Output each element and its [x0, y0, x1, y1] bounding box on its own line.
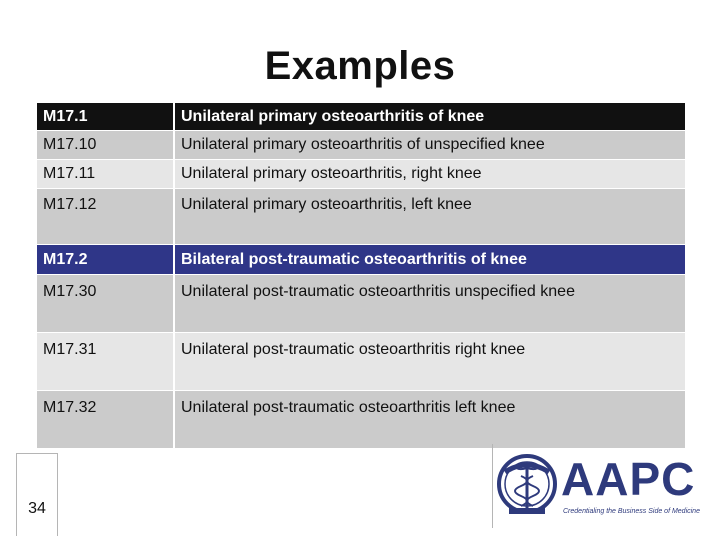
row-description: Unilateral post-traumatic osteoarthritis left knee	[174, 391, 685, 449]
page-number-box	[16, 453, 58, 536]
row-code: M17.10	[37, 131, 174, 160]
row-code: M17.31	[37, 333, 174, 391]
table-row	[37, 160, 685, 189]
caduceus-seal-icon	[495, 450, 559, 520]
row-code: M17.11	[37, 160, 174, 189]
primary-oa-table	[37, 103, 685, 245]
post-traumatic-oa-table	[37, 245, 685, 449]
header-description: Bilateral post-traumatic osteoarthritis of knee	[174, 245, 685, 275]
header-code: M17.1	[37, 103, 174, 131]
table-row	[37, 131, 685, 160]
row-code: M17.32	[37, 391, 174, 449]
logo-wordmark: AAPC	[561, 453, 696, 505]
row-description: Unilateral primary osteoarthritis of unspecified knee	[174, 131, 685, 160]
table-row	[37, 391, 685, 449]
header-code: M17.2	[37, 245, 174, 275]
table-row	[37, 275, 685, 333]
logo-tagline: Credentialing the Business Side of Medicine	[563, 508, 700, 515]
table-row	[37, 189, 685, 245]
table-row	[37, 333, 685, 391]
aapc-logo	[492, 444, 703, 528]
row-description: Unilateral post-traumatic osteoarthritis right knee	[174, 333, 685, 391]
row-code: M17.30	[37, 275, 174, 333]
slide-title: Examples	[264, 44, 456, 88]
row-code: M17.12	[37, 189, 174, 245]
row-description: Unilateral post-traumatic osteoarthritis unspecified knee	[174, 275, 685, 333]
header-description: Unilateral primary osteoarthritis of knee	[174, 103, 685, 131]
table-header-row	[37, 245, 685, 275]
row-description: Unilateral primary osteoarthritis, right knee	[174, 160, 685, 189]
page-number: 34	[28, 500, 46, 517]
row-description: Unilateral primary osteoarthritis, left knee	[174, 189, 685, 245]
table-header-row	[37, 103, 685, 131]
